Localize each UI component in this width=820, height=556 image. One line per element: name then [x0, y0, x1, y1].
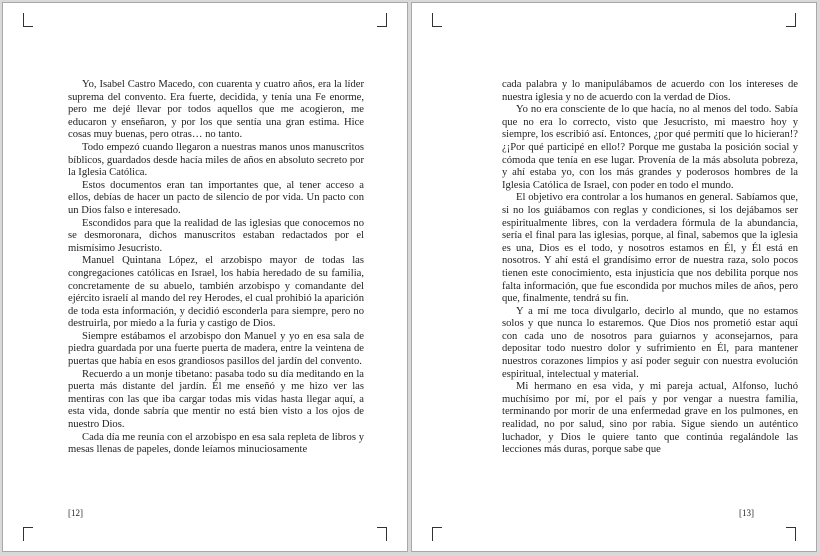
paragraph: Escondidos para que la realidad de las iglesias que conocemos no se desmoronara, dichos manuscritos estaban redactados por el mismísimo Jesucristo. [68, 217, 364, 254]
page-body [502, 79, 798, 457]
crop-mark-top-left [15, 13, 33, 31]
page-number: [12] [68, 508, 83, 518]
paragraph-continuation: cada palabra y lo manipulábamos de acuerdo con los intereses de nuestra iglesia y no de acuerdo con la verdad de Dios. [502, 79, 798, 103]
crop-mark-top-right [786, 13, 804, 31]
page-right [411, 2, 817, 552]
paragraph: Recuerdo a un monje tibetano: pasaba todo su día meditando en la puerta más distante del jardín. Él me enseñó y me hizo ver las mentiras con las que iba cargar todas mis vidas hasta llegar aquí, a esta vida, donde sabría que mentir no está bien visto a los ojos de nuestro Dios. [68, 368, 364, 431]
paragraph: Todo empezó cuando llegaron a nuestras manos unos manuscritos bíblicos, guardados desde hacía miles de años en absoluto secreto por la Iglesia Católica. [68, 141, 364, 179]
paragraph: Y a mí me toca divulgarlo, decirlo al mundo, que no estamos solos y que nunca lo estaremos. Que Dios nos prometió estar aquí con cada uno de nosotros para guiarnos y aconsejarnos, para depositar todo nuestro dolor y sufrimiento en Él, para mantener nuestros corazones limpios y así poder seguir con nuestra evolución espiritual, intelectual y material. [502, 305, 798, 380]
page-body [68, 79, 364, 457]
crop-mark-bottom-right [786, 523, 804, 541]
crop-mark-bottom-left [15, 523, 33, 541]
crop-mark-bottom-right [377, 523, 395, 541]
crop-mark-top-left [424, 13, 442, 31]
crop-mark-bottom-left [424, 523, 442, 541]
page-number: [13] [739, 508, 754, 518]
paragraph: Cada día me reunía con el arzobispo en esa sala repleta de libros y mesas llenas de papeles, donde leíamos minuciosamente [68, 431, 364, 456]
paragraph: Yo no era consciente de lo que hacía, no al menos del todo. Sabía que no era lo correcto, visto que Jesucristo, mi maestro hoy y siempre, los escribió así. Entonces, ¿por qué permití que lo hicieran!? ¿¡Por qué participé en ello!? Porque me gustaba la posición social y cómoda que tenía en ese lugar. Provenía de la más absoluta pobreza, y ahí estaba yo, con los más grandes y poderosos hombres de la Iglesia Católica de Israel, con poder en todo el mundo. [502, 104, 798, 191]
crop-mark-top-right [377, 13, 395, 31]
page-left [2, 2, 408, 552]
paragraph: Estos documentos eran tan importantes que, al tener acceso a ellos, debías de hacer un pacto de silencio de por vida. Un pacto con un Dios falso e interesado. [68, 179, 364, 216]
paragraph: El objetivo era controlar a los humanos en general. Sabíamos que, si no los guiábamos con reglas y condiciones, si los dejábamos ser espiritualmente libres, con la verdadera fórmula de la abundancia, sería el final para las iglesias, porque, al final, sabemos que la iglesia es una, Dios es el todo, y nosotros estamos en Él, y Él está en nosotros. Y ahí está el grandísimo error de nuestra raza, solo pocos tienen este conocimiento, esta injusticia que nos debilita porque nos falta información, que fue escondida por muchos miles de años, pero que, finalmente, tendrá su fin. [502, 192, 798, 305]
paragraph: Siempre estábamos el arzobispo don Manuel y yo en esa sala de piedra guardada por una fuerte puerta de madera, entre la veintena de puertas que había en esos grandiosos pasillos del jardín del convento. [68, 330, 364, 368]
paragraph: Manuel Quintana López, el arzobispo mayor de todas las congregaciones católicas en Israel, los había heredado de su familia, concretamente de su abuelo, también arzobispo y comandante del ejército israelí al mando del rey Herodes, el cual prohibió la aparición de toda esta información, y decidió esconderla para siempre, pero no destruirla, por miedo a la furia y castigo de Dios. [68, 255, 364, 330]
paragraph: Yo, Isabel Castro Macedo, con cuarenta y cuatro años, era la líder suprema del convento. Era fuerte, decidida, y tenía una Fe enorme, pero me dejé llevar por todos aquellos que me acogieron, me educaron y enseñaron, y por los que sentía una gran estima. Hice cosas muy buenas, pero otras… no tanto. [68, 79, 364, 141]
paragraph: Mi hermano en esa vida, y mi pareja actual, Alfonso, luchó muchísimo por mí, por el país y por vengar a nuestra familia, terminando por morir de una enfermedad grave en los pulmones, en realidad, no por salud, sino por rabia. Sigue siendo un auténtico luchador, y Dios le quiere tanto que continúa regalándole las lecciones más duras, porque sabe que [502, 381, 798, 456]
